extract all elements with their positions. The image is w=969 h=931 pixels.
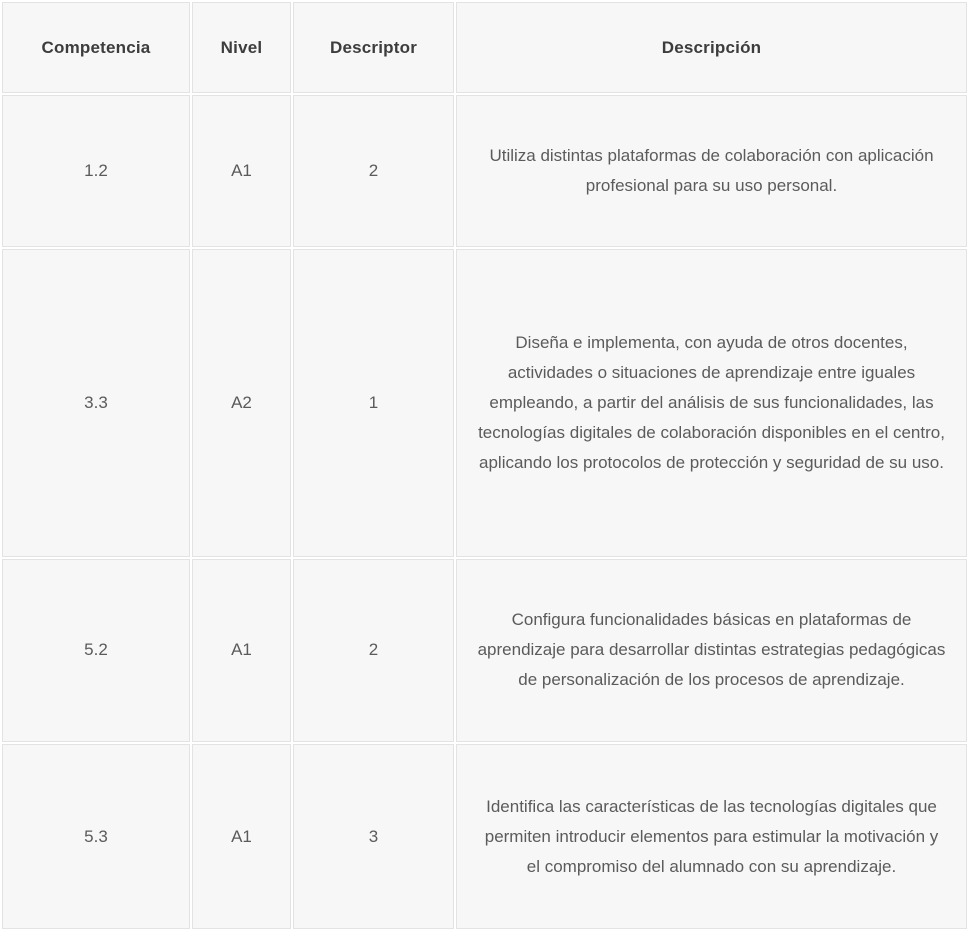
- cell-descriptor: 1: [293, 249, 454, 556]
- table-row: [2, 559, 967, 743]
- cell-nivel: A1: [192, 95, 291, 247]
- cell-competencia: 1.2: [2, 95, 190, 247]
- cell-competencia: 3.3: [2, 249, 190, 556]
- cell-descripcion: Identifica las características de las tecnologías digitales que permiten introducir elementos para estimular la motivación y el compromiso del alumnado con su aprendizaje.: [456, 744, 967, 929]
- column-header-descriptor: Descriptor: [293, 2, 454, 93]
- cell-descriptor: 2: [293, 95, 454, 247]
- cell-descripcion: Configura funcionalidades básicas en plataformas de aprendizaje para desarrollar distintas estrategias pedagógicas de personalización de los procesos de aprendizaje.: [456, 559, 967, 743]
- cell-descripcion: Utiliza distintas plataformas de colaboración con aplicación profesional para su uso personal.: [456, 95, 967, 247]
- cell-competencia: 5.2: [2, 559, 190, 743]
- table-row: [2, 249, 967, 556]
- column-header-competencia: Competencia: [2, 2, 190, 93]
- cell-descriptor: 3: [293, 744, 454, 929]
- cell-descripcion: Diseña e implementa, con ayuda de otros docentes, actividades o situaciones de aprendizaje entre iguales empleando, a partir del análisis de sus funcionalidades, las tecnologías digitales de colaboración disponibles en el centro, aplicando los protocolos de protección y seguridad de su uso.: [456, 249, 967, 556]
- table-header-row: [2, 2, 967, 93]
- cell-nivel: A1: [192, 744, 291, 929]
- cell-descriptor: 2: [293, 559, 454, 743]
- cell-competencia: 5.3: [2, 744, 190, 929]
- cell-nivel: A1: [192, 559, 291, 743]
- column-header-descripcion: Descripción: [456, 2, 967, 93]
- table-row: [2, 95, 967, 247]
- table-row: [2, 744, 967, 929]
- column-header-nivel: Nivel: [192, 2, 291, 93]
- cell-nivel: A2: [192, 249, 291, 556]
